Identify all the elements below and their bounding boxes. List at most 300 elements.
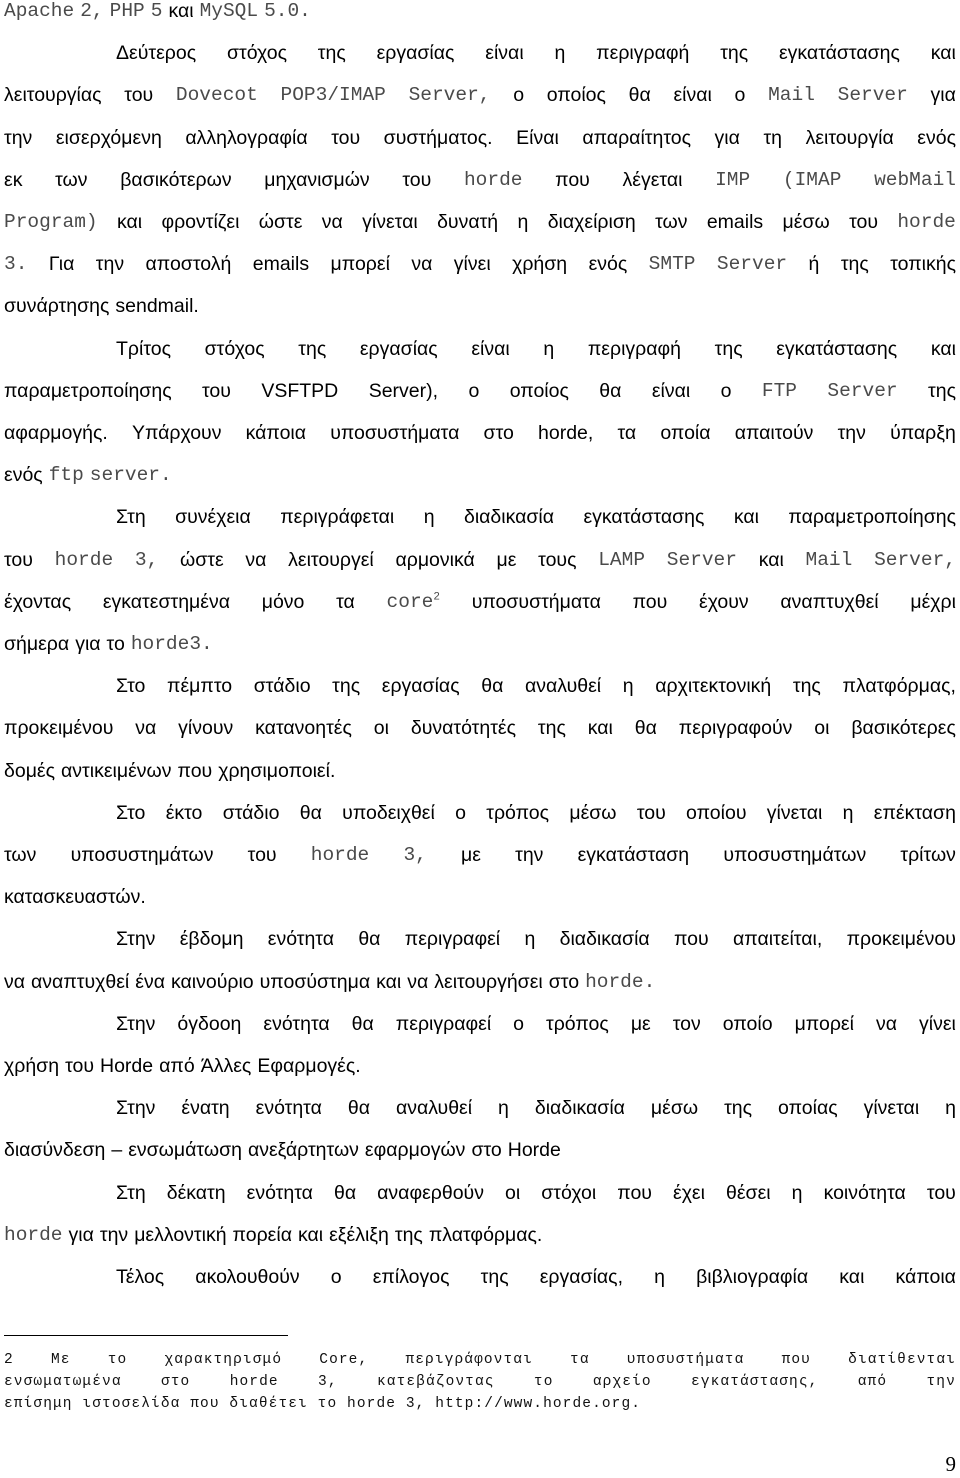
word: λειτουργίας (4, 84, 102, 107)
word: 2, (80, 0, 104, 22)
word: χρήση (4, 1055, 60, 1077)
word: επίλογος (372, 1266, 450, 1288)
word: αντικειμένων (61, 759, 172, 782)
word: των (4, 844, 37, 866)
word: ο (734, 84, 746, 107)
word: του (247, 844, 277, 866)
word: και (930, 337, 956, 360)
footnote-word: Core, (319, 1352, 369, 1368)
word: της (394, 1223, 423, 1246)
word: βασικότερων (120, 168, 232, 191)
word: διαχείριση (547, 211, 636, 233)
word: 5.0. (264, 0, 311, 22)
word: και (930, 42, 956, 65)
word: περιγραφεί (404, 928, 501, 951)
word: εγκατεστημένα (102, 590, 230, 613)
word: και (758, 548, 784, 571)
word: περιγράφεται (280, 506, 395, 529)
word: οποίου (686, 801, 747, 824)
word: είναι (485, 42, 524, 65)
word: παραμετροποίησης (788, 506, 956, 529)
word: Στην (116, 928, 156, 951)
text-line (4, 760, 956, 802)
word: στάδιο (222, 801, 280, 824)
word: για (75, 633, 101, 655)
word: Άλλες (200, 1055, 252, 1077)
word: μελλοντική (134, 1223, 227, 1246)
word: θα (634, 717, 657, 740)
word: του (202, 379, 231, 402)
word: του (402, 168, 432, 191)
word: 5 (150, 0, 163, 22)
word: συνέχεια (175, 506, 251, 529)
text-line (116, 42, 956, 84)
word: Server (666, 548, 737, 571)
word: Τρίτος (116, 337, 172, 360)
word: και (168, 0, 194, 22)
word: υποσυστήματα (471, 590, 601, 613)
word: με (630, 1012, 651, 1035)
word: οι (505, 1181, 521, 1204)
word: core$^2$ (386, 590, 440, 613)
text-line (4, 169, 956, 211)
word: στόχος (226, 42, 287, 65)
word: δυνατή (437, 211, 499, 233)
word: οποίος (509, 379, 569, 402)
word: και (839, 1266, 865, 1288)
word: Στο (116, 675, 146, 698)
word: Για (48, 253, 75, 276)
word: ένατη (181, 1097, 230, 1120)
word: θα (299, 801, 322, 824)
word: ενσωμάτωση (128, 1139, 242, 1162)
word: webMail (874, 168, 956, 191)
word: Είναι (516, 126, 559, 149)
word: του (124, 84, 154, 107)
word: γίνεται (766, 801, 823, 824)
text-line (4, 380, 956, 422)
footnote-word: 3, (318, 1374, 338, 1390)
word: για (68, 1223, 94, 1246)
word: PHP (109, 0, 145, 22)
word: ενός (4, 464, 43, 487)
word: λέγεται (622, 168, 683, 191)
word: του (331, 126, 361, 149)
word: υποσυστημάτων (70, 844, 214, 866)
word: horde (310, 844, 370, 866)
word: και (587, 717, 613, 740)
word: Server (827, 379, 898, 402)
word: server. (89, 464, 172, 487)
word: εκ (4, 168, 23, 191)
word: της (714, 337, 743, 360)
word: σήμερα (4, 633, 70, 655)
word: ένα (135, 970, 165, 993)
word: ώστε (180, 548, 224, 571)
word: προκειμένου (4, 717, 114, 740)
footnote-word: διατίθενται (848, 1352, 956, 1368)
word: εργασίας, (539, 1266, 623, 1288)
word: τρόπος (546, 1012, 609, 1035)
word: γίνεται (362, 211, 418, 233)
word: Στη (116, 1181, 146, 1204)
word: αφαρμογής. (4, 422, 108, 444)
word: το (106, 633, 125, 655)
text-line (116, 338, 956, 380)
word: την (837, 422, 866, 444)
word: που (674, 928, 709, 951)
word: υποσυστήματα (330, 422, 460, 444)
word: οποίος (546, 84, 606, 107)
word: γίνουν (178, 717, 234, 740)
footnote-word: περιγράφονται (405, 1352, 533, 1368)
word: τα (617, 422, 637, 444)
text-line (116, 802, 956, 844)
word: θα (351, 1012, 374, 1035)
word: και (376, 970, 402, 993)
footnote-word: horde (229, 1374, 279, 1390)
footnote-word: το (107, 1352, 128, 1368)
word: ύπαρξη (890, 422, 956, 444)
word: Horde (100, 1055, 154, 1077)
word: της (298, 337, 327, 360)
word: και (297, 1223, 324, 1246)
word: ο (720, 379, 732, 402)
word: αλληλογραφία (185, 126, 308, 149)
text-line (4, 464, 956, 506)
word: horde (897, 211, 956, 233)
word: διασύνδεση (4, 1139, 106, 1162)
word: διαδικασία (463, 506, 555, 529)
word: ο (330, 1266, 342, 1288)
word: SMTP (648, 253, 696, 276)
word: τοπικής (890, 253, 956, 276)
word: horde, (538, 422, 594, 444)
word: τα (336, 590, 355, 613)
word: αναπτυχθεί (780, 590, 879, 613)
text-line (4, 0, 956, 42)
text-line (4, 1139, 956, 1181)
word: ο (513, 1012, 525, 1035)
word: 3, (134, 548, 159, 571)
word: ώστε (258, 211, 303, 233)
word: παραμετροποίησης (4, 379, 172, 402)
word: ο (455, 801, 466, 824)
word: εγκατάστασης (776, 337, 898, 360)
text-line (4, 211, 956, 253)
word: στάδιο (253, 675, 311, 698)
word: γίνει (453, 253, 491, 276)
text-line (4, 633, 956, 675)
word: στο (548, 970, 580, 993)
word: στο (471, 1139, 502, 1162)
word: της (317, 42, 346, 65)
word: να (135, 717, 157, 740)
word: Υπάρχουν (131, 422, 222, 444)
word: έβδομη (179, 928, 244, 951)
text-line (4, 549, 956, 591)
word: έχουν (699, 590, 749, 613)
word: δυνατότητές (410, 717, 517, 740)
word: μηχανισμών (264, 168, 370, 191)
word: – (111, 1139, 123, 1162)
word: η (543, 337, 555, 360)
word: βιβλιογραφία (696, 1266, 809, 1288)
word: του (636, 801, 666, 824)
text-line (4, 1055, 956, 1097)
word: είναι (673, 84, 712, 107)
word: horde3. (130, 633, 213, 655)
footnote-word: στο (160, 1374, 191, 1390)
text-line (4, 253, 956, 295)
word: οι (373, 717, 389, 740)
footnote-word: από (857, 1374, 888, 1390)
word: ακολουθούν (195, 1266, 300, 1288)
word: emails (252, 253, 310, 276)
footnote-word: υποσυστήματα (626, 1352, 745, 1368)
word: συνάρτησης (4, 295, 110, 318)
word: είναι (651, 379, 691, 402)
word: αναλυθεί (524, 675, 602, 698)
word: την (4, 126, 33, 149)
word: οποίο (722, 1012, 773, 1035)
word: στόχοι (541, 1181, 597, 1204)
word: LAMP (598, 548, 646, 571)
word: εγκατάσταση (577, 844, 690, 866)
word: τρίτων (900, 844, 956, 866)
word: θα (628, 84, 651, 107)
word: από (159, 1055, 195, 1077)
word: για (714, 126, 740, 149)
word: ο (513, 84, 525, 107)
word: μέχρι (910, 590, 956, 613)
word: φροντίζει (161, 211, 240, 233)
word: των (55, 168, 88, 191)
word: μόνο (261, 590, 305, 613)
word: περιγραφεί (395, 1012, 492, 1035)
word: υποδειχθεί (342, 801, 435, 824)
text-line (4, 84, 956, 126)
word: Horde (507, 1139, 561, 1162)
word: οποίας (778, 1097, 838, 1120)
word: κάποια (895, 1266, 956, 1288)
word: θα (358, 928, 381, 951)
word: Apache (4, 0, 75, 22)
word: Τέλος (116, 1266, 165, 1288)
word: horde (4, 1223, 63, 1246)
footnote-reference: 2 (433, 591, 440, 604)
word: λειτουργία (805, 126, 894, 149)
word: η (524, 928, 536, 951)
word: Server (716, 253, 788, 276)
text-line (116, 1182, 956, 1224)
page-number: 9 (945, 1452, 956, 1476)
word: γίνεται (863, 1097, 920, 1120)
word: Dovecot (175, 84, 258, 107)
word: ο (468, 379, 480, 402)
word: IMP (715, 168, 751, 191)
footnote-line (4, 1395, 956, 1417)
word: να (321, 211, 343, 233)
word: καινούριο (170, 970, 254, 993)
word: η (791, 1181, 803, 1204)
word: περιγραφούν (678, 717, 793, 740)
text-line (4, 295, 956, 337)
word: με (496, 548, 517, 571)
word: περιγραφή (587, 337, 682, 360)
word: τους (538, 548, 577, 571)
word: Server (837, 84, 908, 107)
word: η (622, 675, 634, 698)
word: ανεξάρτητων (247, 1139, 359, 1162)
word: 3, (403, 844, 427, 866)
word: να (875, 1012, 897, 1035)
text-line (4, 422, 956, 464)
word: η (498, 1097, 509, 1120)
word: Program) (4, 211, 98, 233)
word: εργασίας (381, 675, 460, 698)
footnote-line (4, 1373, 956, 1395)
word: στόχος (204, 337, 265, 360)
footnote-word: εγκατάστασης, (691, 1374, 819, 1390)
word: ενότητα (255, 1097, 322, 1120)
word: να (4, 970, 26, 993)
text-line (4, 886, 956, 928)
word: βασικότερες (851, 717, 956, 740)
word: Mail (768, 84, 815, 107)
word: τη (763, 126, 783, 149)
footnote-word: το (533, 1374, 554, 1390)
word: που (555, 168, 590, 191)
word: επέκταση (873, 801, 956, 824)
text-line (116, 1013, 956, 1055)
word: και (116, 211, 143, 233)
word: έχοντας (4, 590, 72, 613)
word: την (515, 844, 544, 866)
word: θέσει (726, 1181, 771, 1204)
text-line (116, 1097, 956, 1139)
word: ενός (917, 126, 956, 149)
footnote-text: επίσημη ιστοσελίδα που διαθέτει το horde 3, http://www.horde.org. (4, 1396, 642, 1412)
word: Server, (408, 84, 491, 107)
word: χρήση (512, 253, 568, 276)
word: μέσω (569, 801, 617, 824)
word: εργασίας (376, 42, 455, 65)
word: horde (54, 548, 114, 571)
word: εργασίας (359, 337, 438, 360)
word: Server), (368, 379, 439, 402)
word: της (720, 42, 749, 65)
word: του (65, 1055, 94, 1077)
word: κατανοητές (255, 717, 352, 740)
word: εγκατάστασης (778, 42, 900, 65)
footnote-separator (4, 1335, 288, 1336)
word: λειτουργεί (288, 548, 374, 571)
text-line (4, 1224, 956, 1266)
word: αναφερθούν (377, 1181, 484, 1204)
word: της (332, 675, 361, 698)
word: πλατφόρμας. (428, 1223, 543, 1246)
word: αποστολή (145, 253, 232, 276)
word: της (792, 675, 821, 698)
word: να (411, 253, 433, 276)
word: ενότητα (263, 1012, 330, 1035)
word: απαιτείται, (733, 928, 823, 951)
word: κοινότητα (823, 1181, 906, 1204)
word: αναπτυχθεί (31, 970, 130, 993)
word: οι (814, 717, 830, 740)
word: Server, (874, 548, 956, 571)
word: της (840, 253, 869, 276)
word: τρόπος (486, 801, 550, 824)
text-line (116, 1266, 956, 1308)
word: της (724, 1097, 753, 1120)
word: χρησιμοποιεί. (218, 759, 336, 782)
word: για (930, 84, 956, 107)
footnote-word: 2 (4, 1352, 14, 1368)
word: του (926, 1181, 956, 1204)
word: να (407, 970, 429, 993)
word: (IMAP (782, 168, 842, 191)
text-line (4, 591, 956, 633)
word: ενότητα (267, 928, 335, 951)
word: ftp (48, 464, 84, 487)
footnote-word: Με (50, 1352, 71, 1368)
word: μέσω (650, 1097, 699, 1120)
word: η (654, 1266, 665, 1288)
word: θα (347, 1097, 370, 1120)
word: τον (672, 1012, 701, 1035)
word: του (4, 548, 33, 571)
word: αρχιτεκτονική (655, 675, 772, 698)
word: θα (481, 675, 504, 698)
word: η (423, 506, 435, 529)
word: εισερχόμενη (55, 126, 162, 149)
word: θα (333, 1181, 357, 1204)
word: της (537, 717, 566, 740)
word: προκειμένου (846, 928, 956, 951)
word: εφαρμογών (364, 1139, 466, 1162)
word: που (177, 759, 213, 782)
word: δομές (4, 759, 56, 782)
word: θα (599, 379, 622, 402)
word: υποσυστημάτων (723, 844, 867, 866)
word: μπορεί (794, 1012, 854, 1035)
word: η (517, 211, 529, 233)
word: Δεύτερος (116, 42, 197, 65)
footnote-word: κατεβάζοντας (376, 1374, 495, 1390)
text-line (4, 844, 956, 886)
word: που (617, 1181, 652, 1204)
word: να (245, 548, 267, 571)
footnote-word: αρχείο (592, 1374, 652, 1390)
text-line (4, 971, 956, 1013)
word: MySQL (199, 0, 259, 22)
word: αναλυθεί (395, 1097, 473, 1120)
footnote-word: που (781, 1352, 811, 1368)
word: VSFTPD (261, 379, 339, 402)
footnote-word: ενσωματωμένα (4, 1374, 122, 1390)
word: την (99, 1223, 129, 1246)
word: εγκατάστασης (583, 506, 705, 529)
word: της (928, 379, 956, 402)
word: πλατφόρμας, (842, 675, 956, 698)
text-line (116, 506, 956, 548)
word: κατασκευαστών. (4, 886, 146, 909)
word: έκτο (165, 801, 203, 824)
word: ενός (588, 253, 628, 276)
word: απαιτούν (734, 422, 814, 444)
